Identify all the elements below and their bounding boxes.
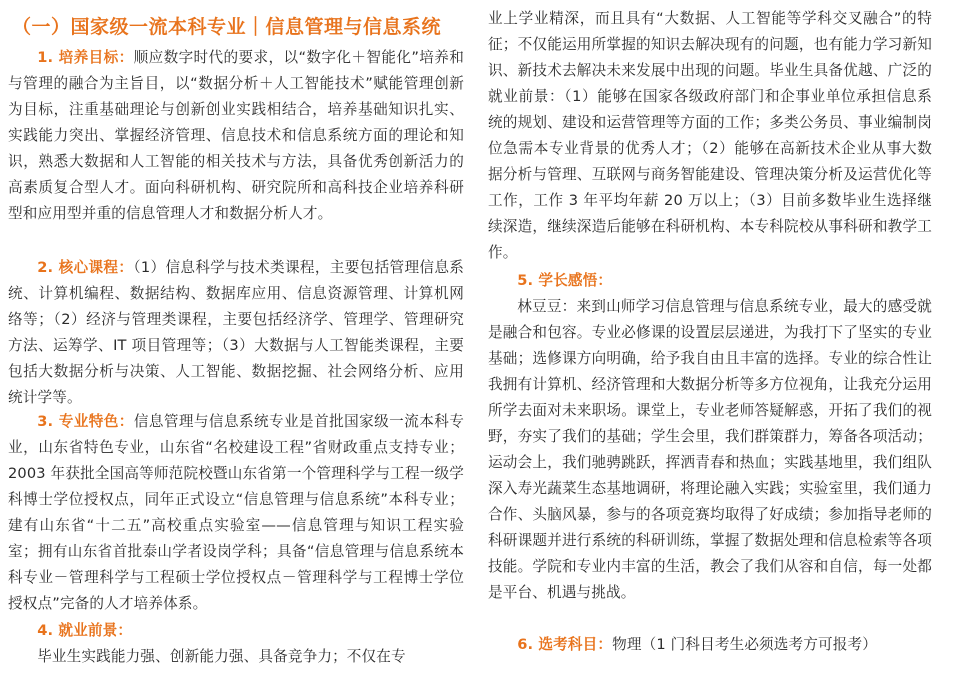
text-senior-thoughts: 林豆豆：来到山师学习信息管理与信息系统专业，最大的感受就是融合和包容。专业必修课的设置层层递进，为我打下了坚实的专业基础；选修课方向明确，给予我自由且丰富的选择。专业的综合性让我拥有计算机、经济管理和大数据分析等多方位视角，让我充分运用所学去面对未来职场。课堂上，专业老师答疑解惑，开拓了我们的视野，夯实了我们的基础；学生会里，我们群策群力，筹备各项活动；运动会上，我们驰骋跳跃，挥洒青春和热血；实践基地里，我们组队深入寿光蔬菜生态基地调研，将理论融入实践；实验室里，我们通力合作、头脑风暴，参与的各项竞赛均取得了好成绩；参加指导老师的科研课题并进行系统的科研训练，掌握了数据处理和信息检索等各项技能。学院和专业内丰富的生活，教会了我们从容和自信，每一处都是平台、机遇与挑战。 xyxy=(488,298,932,601)
heading-training-goal: 1. 培养目标： xyxy=(37,49,134,66)
heading-employment-line xyxy=(8,618,464,644)
section-features xyxy=(8,409,464,617)
section-training-goal xyxy=(8,45,464,227)
text-training-goal: 顺应数字时代的要求，以“数字化＋智能化”培养和与管理的融合为主旨目，以“数据分析＋人工智能技术”赋能管理创新为目标，注重基础理论与创新创业实践相结合，培养基础知识扎实、实践能力突出、掌握经济管理、信息技术和信息系统方面的理论和知识，熟悉大数据和人工智能的相关技术与方法，具备优秀创新活力的高素质复合型人才。面向科研机构、研究院所和高科技企业培养科研型和应用型并重的信息管理人才和数据分析人才。 xyxy=(8,49,465,222)
heading-core-courses: 2. 核心课程： xyxy=(37,259,134,276)
section-core-courses xyxy=(8,255,464,411)
text-employment-start: 毕业生实践能力强、创新能力强、具备竞争力；不仅在专 xyxy=(37,648,406,665)
heading-features: 3. 专业特色： xyxy=(37,413,134,430)
section-elective-subjects xyxy=(488,632,932,658)
section-title: （一）国家级一流本科专业｜信息管理与信息系统 xyxy=(12,16,442,38)
heading-employment: 4. 就业前景： xyxy=(37,622,133,639)
text-elective-subjects: 物理（1 门科目考生必须选考方可报考） xyxy=(612,636,878,653)
text-core-courses: （1）信息科学与技术类课程，主要包括管理信息系统、计算机编程、数据结构、数据库应用、信息资源管理、计算机网络等；（2）经济与管理类课程，主要包括经济学、管理学、管理研究方法、运筹学、IT 项目管理等；（3）大数据与人工智能类课程，主要包括大数据分析与决策、人工智能、数据挖掘、社会网络分析、应用统计学等。 xyxy=(8,259,465,406)
text-features: 信息管理与信息系统专业是首批国家级一流本科专业，山东省特色专业，山东省“名校建设工程”省财政重点支持专业；2003 年获批全国高等师范院校暨山东省第一个管理科学与工程一级学科博士学位授权点，同年正式设立“信息管理与信息系统”本科专业；建有山东省“十二五”高校重点实验室——信息管理与知识工程实验室；拥有山东省首批泰山学者设岗学科；具备“信息管理与信息系统本科专业－管理科学与工程硕士学位授权点－管理科学与工程博士学位授权点”完备的人才培养体系。 xyxy=(8,413,464,612)
heading-senior-thoughts-line xyxy=(488,268,932,294)
text-employment-continued: 业上学业精深，而且具有“大数据、人工智能等学科交叉融合”的特征；不仅能运用所掌握的知识去解决现有的问题，也有能力学习新知识、新技术去解决未来发展中出现的问题。毕业生具备优越、广泛的就业前景：（1）能够在国家各级政府部门和企事业单位承担信息系统的规划、建设和运营管理等方面的工作；多类公务员、事业编制岗位急需本专业背景的优秀人才；（2）能够在高新技术企业从事大数据分析与管理、互联网与商务智能建设、管理决策分析及运营优化等工作，工作 3 年平均年薪 20 万以上；（3）目前多数毕业生选择继续深造，继续深造后能够在科研机构、本专科院校从事科研和教学工作。 xyxy=(488,10,932,261)
heading-elective-subjects: 6. 选考科目： xyxy=(517,636,613,653)
heading-senior-thoughts: 5. 学长感悟： xyxy=(517,272,613,289)
